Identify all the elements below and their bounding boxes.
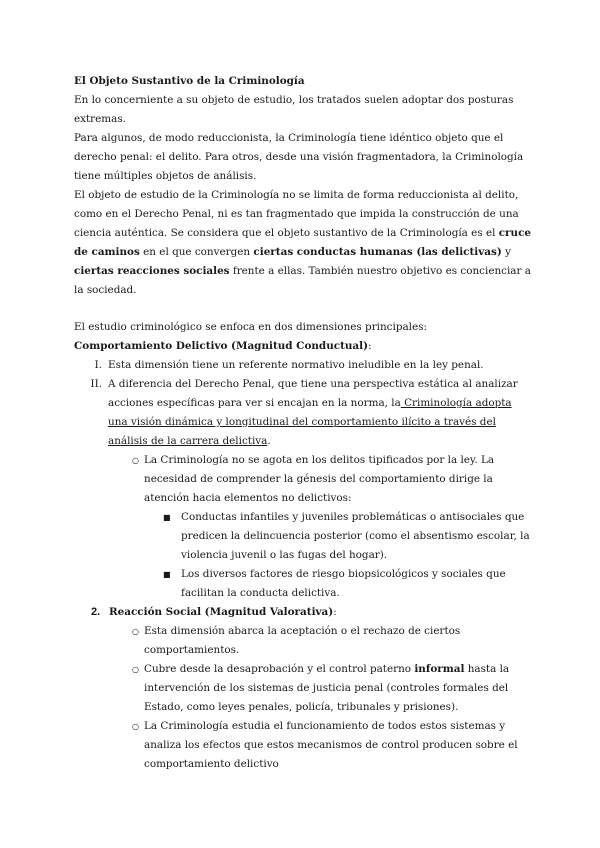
section-title: El Objeto Sustantivo de la Criminología <box>74 75 305 87</box>
document-body <box>74 72 534 774</box>
spacer <box>74 300 534 318</box>
dimensions-intro: El estudio criminológico se enfoca en dos dimensiones principales: <box>74 321 427 333</box>
circle-item: ○ Esta dimensión abarca la aceptación o el rechazo de ciertos comportamientos. <box>74 622 534 660</box>
intro-line-1: En lo concerniente a su objeto de estudio, los tratados suelen adoptar dos posturas extremas. <box>74 94 514 125</box>
circle-bullet-icon: ○ <box>132 456 139 465</box>
roman-numeral: II. <box>90 378 102 390</box>
intro-line-2: Para algunos, de modo reduccionista, la Criminología tiene idéntico objeto que el derecho penal: el delito. Para otros, desde una visión fragmentadora, la Criminología tiene múltiples objetos de análisis. <box>74 132 524 182</box>
circle-bullet-icon: ○ <box>132 722 139 731</box>
section2-number: 2. <box>91 606 101 618</box>
bold-cruce-de-caminos: cruce de caminos <box>74 227 532 258</box>
square-bullet-icon: ■ <box>163 513 171 522</box>
square-item-2: ■ Los diversos factores de riesgo biopsicológicos y sociales que facilitan la conducta delictiva. <box>74 565 534 603</box>
underlined-criminology-vision: Criminología adopta una visión dinámica y longitudinal del comportamiento ilícito a través del análisis de la carrera delictiva <box>108 397 512 447</box>
bold-informal: informal <box>414 663 465 675</box>
roman-numeral: I. <box>94 359 102 371</box>
square-item-1: ■ Conductas infantiles y juveniles problemáticas o antisociales que predicen la delincuencia posterior (como el absentismo escolar, la violencia juvenil o las fugas del hogar). <box>74 508 534 565</box>
circle-item: ○ Cubre desde la desaprobación y el control paterno informal hasta la intervención de los sistemas de justicia penal (controles formales del Estado, como leyes penales, policía, tribunales y prisiones). <box>74 660 534 717</box>
square-bullet-icon: ■ <box>163 570 171 579</box>
roman-item-2: II. A diferencia del Derecho Penal, que tiene una perspectiva estática al analizar acciones específicas para ver si encajan en la norma, la Criminología adopta una visión dinámica y longitudinal del comportamiento ilícito a través del análisis de la carrera delictiva. <box>74 375 534 451</box>
roman-item-1 <box>74 356 534 375</box>
circle-bullet-icon: ○ <box>132 665 139 674</box>
object-paragraph: El objeto de estudio de la Criminología no se limita de forma reduccionista al delito, como en el Derecho Penal, ni es tan fragmentado que impida la construcción de una ciencia auténtica. Se considera que el objeto sustantivo de la Criminología es el cruce de caminos en el que convergen ciertas conductas humanas (las delictivas) y ciertas reacciones sociales frente a ellas. También nuestro objetivo es concienciar a la sociedad. <box>74 189 532 296</box>
bold-reacciones-sociales: ciertas reacciones sociales <box>74 265 230 277</box>
section2-heading: 2. Reacción Social (Magnitud Valorativa): <box>74 603 534 622</box>
circle-bullet-icon: ○ <box>132 627 139 636</box>
roman-item-text: Esta dimensión tiene un referente normativo ineludible en la ley penal. <box>108 359 484 371</box>
bold-conductas-humanas: ciertas conductas humanas (las delictivas) <box>253 246 502 258</box>
circle-item: ○ La Criminología estudia el funcionamiento de todos estos sistemas y analiza los efectos que estos mecanismos de control producen sobre el comportamiento delictivo <box>74 717 534 774</box>
section1-heading: Comportamiento Delictivo (Magnitud Conductual): <box>74 340 372 352</box>
circle-item: ○ La Criminología no se agota en los delitos tipificados por la ley. La necesidad de comprender la génesis del comportamiento dirige la atención hacia elementos no delictivos: <box>74 451 534 508</box>
